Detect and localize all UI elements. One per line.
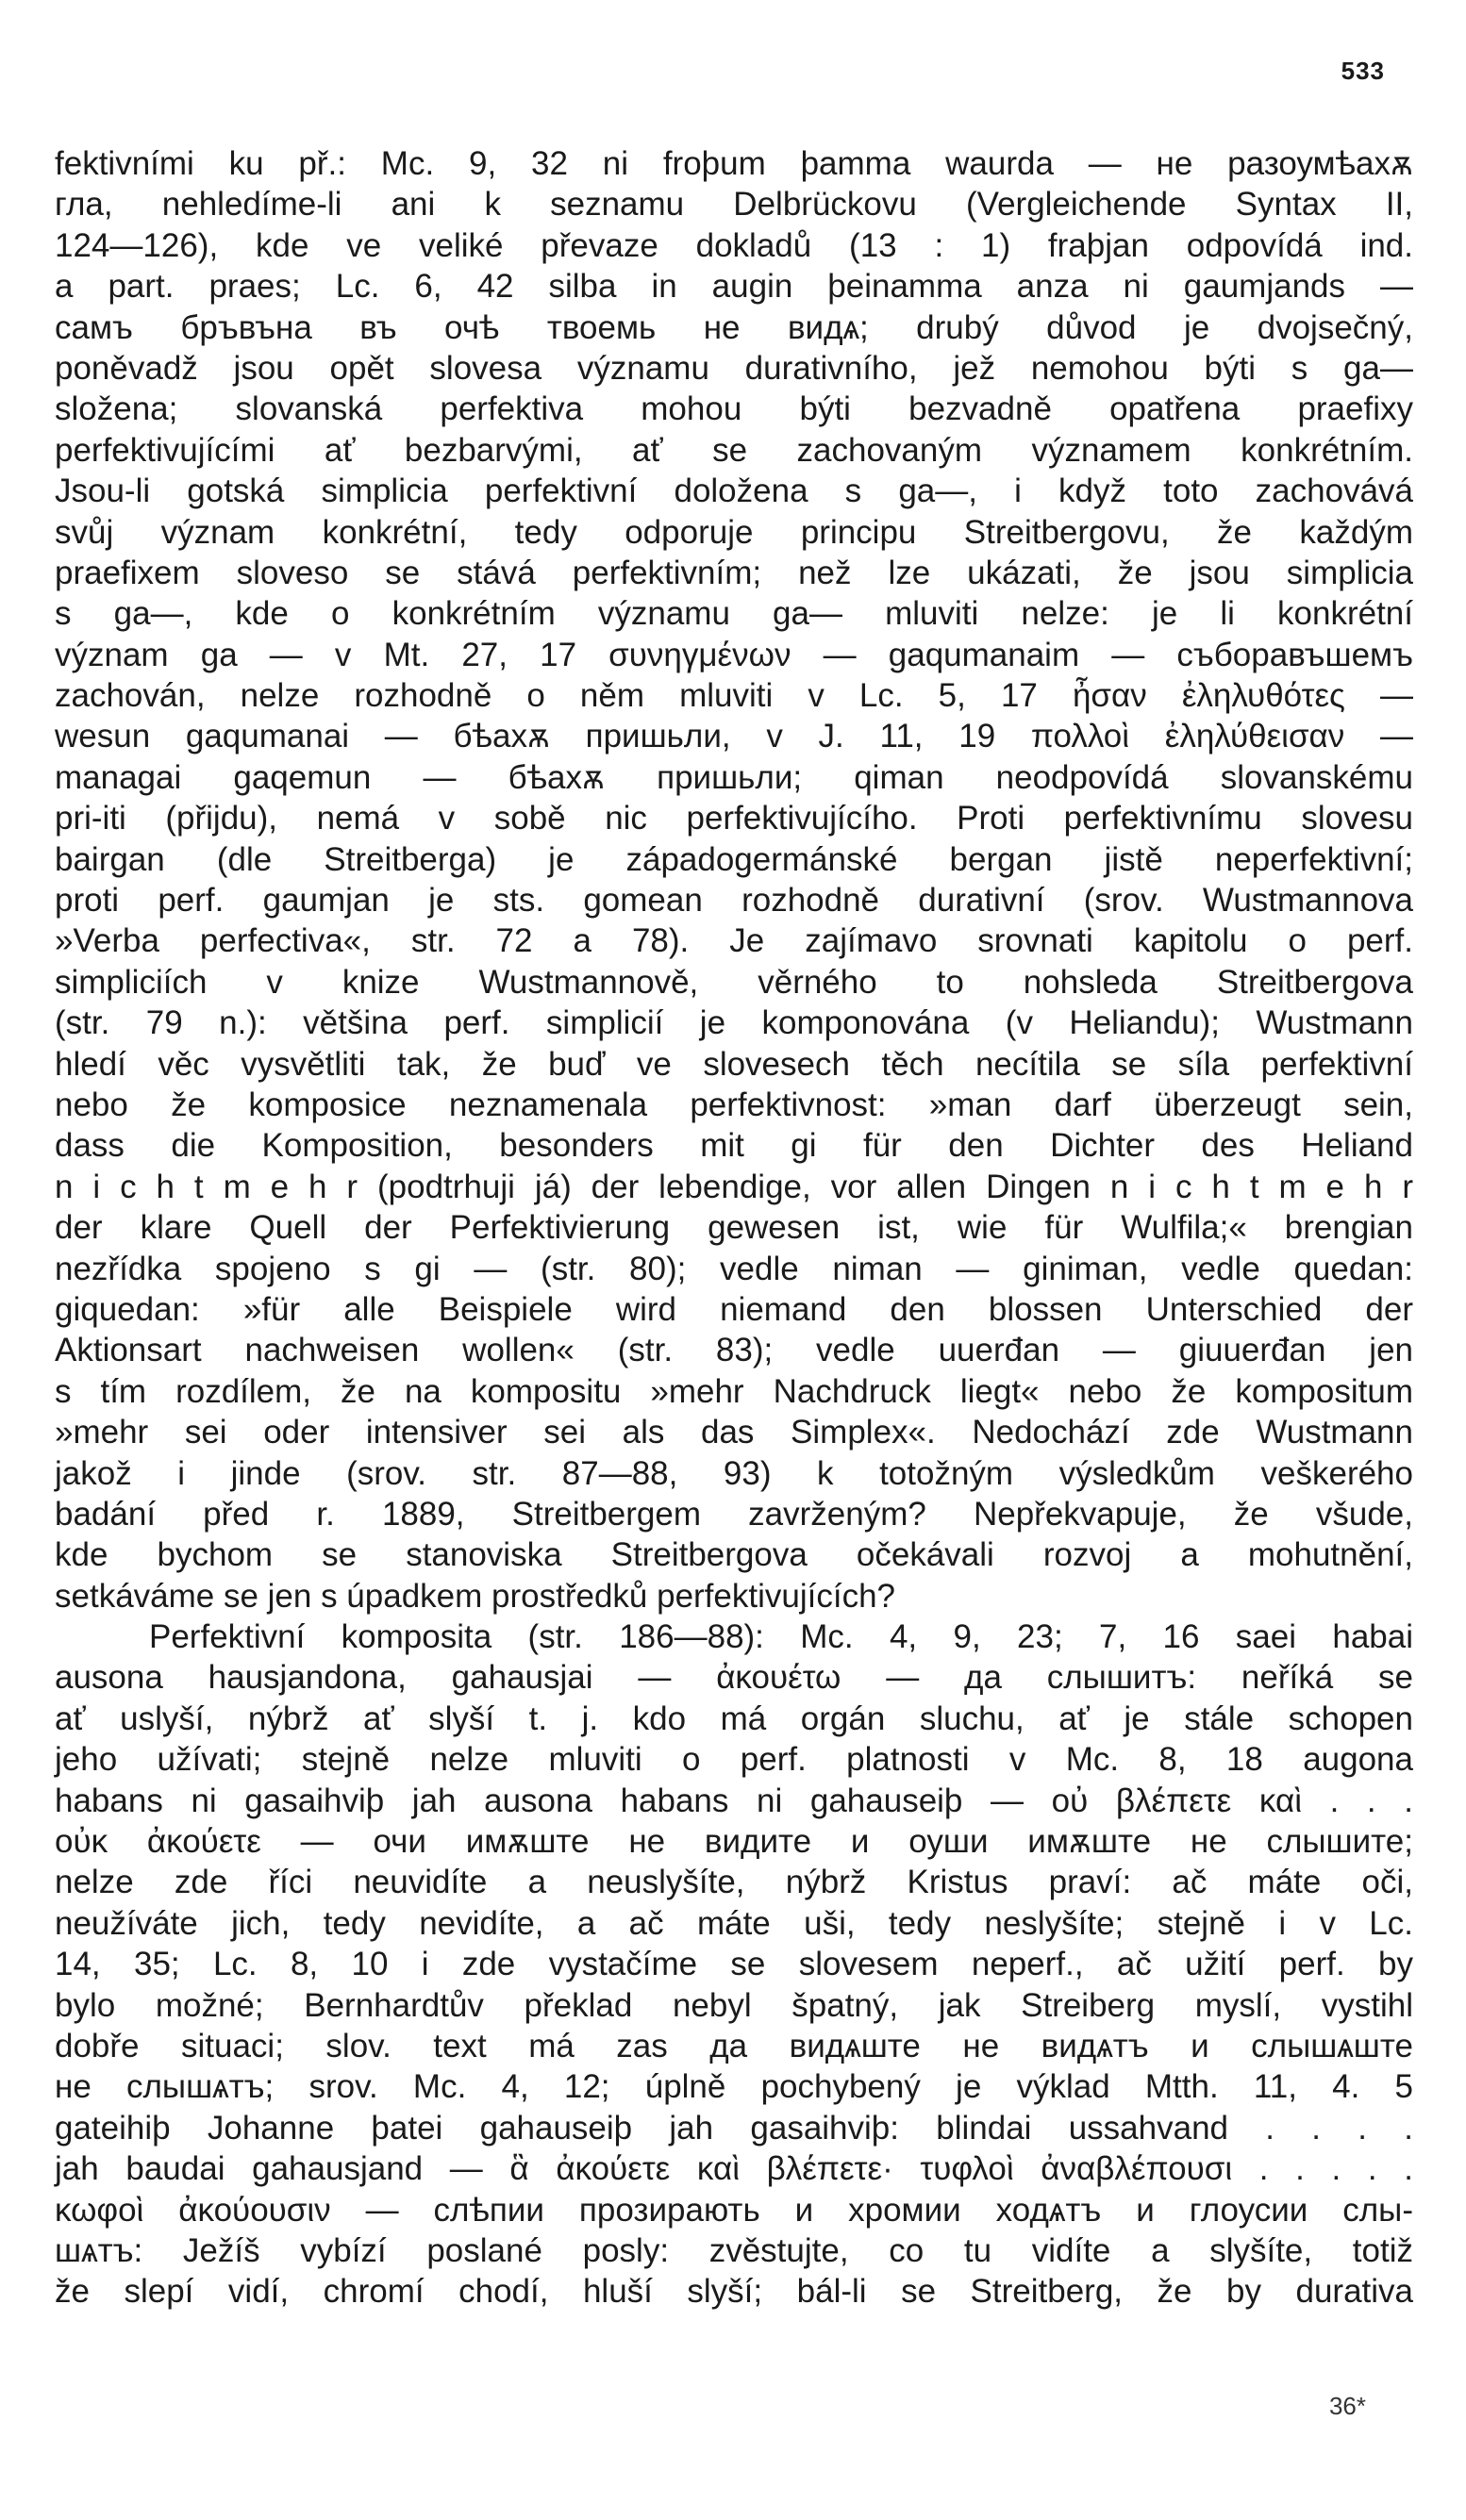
text-line: proti perf. gaumjan je sts. gomean rozhodně durativní (srov. Wustmannova: [55, 882, 1413, 920]
text-line: ausona hausjandona, gahausjai — ἀκουέτω — да слышитъ: neříká se: [55, 1659, 1413, 1697]
text-line: der klare Quell der Perfektivierung gewesen ist, wie für Wulfila;« brengian: [55, 1209, 1413, 1247]
text-line: složena; slovanská perfektiva mohou býti bezvadně opatřena praefixy: [55, 390, 1413, 428]
paragraph-1: [55, 143, 1413, 1616]
text-line: badání před r. 1889, Streitbergem zavrženým? Nepřekvapuje, že všude,: [55, 1495, 1413, 1533]
text-line: κωφοὶ ἀκούουσιν — слѣпии прозирають и хромии ходѧтъ и глоусии слы-: [55, 2191, 1413, 2229]
text-line: že slepí vidí, chromí chodí, hluší slyší; bál-li se Streitberg, že by durativa: [55, 2273, 1413, 2311]
text-line: bylo možné; Bernhardtův překlad nebyl špatný, jak Streiberg myslí, vystihl: [55, 1986, 1413, 2024]
body-text: [55, 143, 1413, 2313]
text-line: jeho užívati; stejně nelze mluviti o perf. platnosti v Mc. 8, 18 augona: [55, 1741, 1413, 1779]
text-line: fektivními ku př.: Mc. 9, 32 ni froþum þamma waurda — не разоумѣахѫ: [55, 145, 1413, 182]
text-line: giquedan: »für alle Beispiele wird niemand den blossen Unterschied der: [55, 1290, 1413, 1328]
text-line: »mehr sei oder intensiver sei als das Simplex«. Nedochází zde Wustmann: [55, 1414, 1413, 1451]
text-line: ať uslyší, nýbrž ať slyší t. j. kdo má orgán sluchu, ať je stále schopen: [55, 1699, 1413, 1737]
text-line: »Verba perfectiva«, str. 72 a 78). Je zajímavo srovnati kapitolu o perf.: [55, 922, 1413, 960]
text-line: kde bychom se stanoviska Streitbergova očekávali rozvoj a mohutnění,: [55, 1536, 1413, 1574]
text-line: habans ni gasaihviþ jah ausona habans ni gahauseiþ — οὐ βλέπετε καὶ . . .: [55, 1782, 1413, 1819]
text-line: n i c h t m e h r (podtrhuji já) der lebendige, vor allen Dingen n i c h t m e h r: [55, 1168, 1413, 1205]
text-line: Perfektivní komposita (str. 186—88): Mc. 4, 9, 23; 7, 16 saei habai: [149, 1618, 1413, 1656]
text-line: s tím rozdílem, že na kompositu »mehr Nachdruck liegt« nebo že kompositum: [55, 1372, 1413, 1410]
text-line: jakož i jinde (srov. str. 87—88, 93) k totožným výsledkům veškerého: [55, 1454, 1413, 1492]
paragraph-2: [55, 1616, 1413, 2313]
page-number: 533: [1341, 57, 1385, 85]
text-line: a part. praes; Lc. 6, 42 silba in augin þeinamma anza ni gaumjands —: [55, 268, 1413, 306]
text-line: zachován, nelze rozhodně o něm mluviti v Lc. 5, 17 ἦσαν ἐληλυθότες —: [55, 677, 1413, 715]
text-line: setkáváme se jen s úpadkem prostředků perfektivujících?: [55, 1577, 895, 1615]
text-line: dobře situaci; slov. text má zas да видѧште не видѧтъ и слышѧште: [55, 2027, 1413, 2064]
text-line: Jsou-li gotská simplicia perfektivní doložena s ga—, i když toto zachovává: [55, 472, 1413, 510]
text-line: bairgan (dle Streitberga) je západogermánské bergan jistě neperfektivní;: [55, 840, 1413, 878]
text-line: гла, nehledíme-li ani k seznamu Delbrückovu (Vergleichende Syntax II,: [55, 186, 1413, 224]
text-line: hledí věc vysvětliti tak, že buď ve slovesech těch necítila se síla perfektivní: [55, 1045, 1413, 1083]
text-line: 124—126), kde ve veliké převaze dokladů (13 : 1) fraþjan odpovídá ind.: [55, 226, 1413, 264]
text-line: jah baudai gahausjand — ἃ ἀκούετε καὶ βλέπετε· τυφλοὶ ἀναβλέπουσι . . . . .: [55, 2150, 1413, 2188]
text-line: nebo že komposice neznamenala perfektivnost: »man darf überzeugt sein,: [55, 1086, 1413, 1123]
text-line: dass die Komposition, besonders mit gi für den Dichter des Heliand: [55, 1127, 1413, 1165]
text-line: Aktionsart nachweisen wollen« (str. 83); vedle uuerđan — giuuerđan jen: [55, 1332, 1413, 1369]
text-line: praefixem sloveso se stává perfektivním; než lze ukázati, že jsou simplicia: [55, 554, 1413, 591]
text-line: wesun gaqumanai — бѣахѫ пришьли, v J. 11, 19 πολλοὶ ἐληλύθεισαν —: [55, 718, 1413, 755]
text-line: význam ga — v Mt. 27, 17 συνηγμένων — gaqumanaim — съборавъшемъ: [55, 636, 1413, 673]
text-line: шѧтъ: Ježíš vybízí poslané posly: zvěstujte, co tu vidíte a slyšíte, totiž: [55, 2231, 1413, 2269]
text-line: (str. 79 n.): většina perf. simplicií je komponována (v Heliandu); Wustmann: [55, 1004, 1413, 1042]
text-line: не слышѧтъ; srov. Mc. 4, 12; úplně pochybený je výklad Mtth. 11, 4. 5: [55, 2068, 1413, 2106]
text-line: pri-iti (přijdu), nemá v sobě nic perfektivujícího. Proti perfektivnímu slovesu: [55, 800, 1413, 837]
text-line: οὐκ ἀκούετε — очи имѫште не видите и оуши имѫште не слышите;: [55, 1823, 1413, 1861]
text-line: svůj význam konkrétní, tedy odporuje principu Streitbergovu, že každým: [55, 513, 1413, 551]
text-line: neužíváte jich, tedy nevidíte, a ač máte uši, tedy neslyšíte; stejně i v Lc.: [55, 1904, 1413, 1942]
text-line: poněvadž jsou opět slovesa významu durativního, jež nemohou býti s ga—: [55, 349, 1413, 387]
text-line: managai gaqemun — бѣахѫ пришьли; qiman neodpovídá slovanskému: [55, 758, 1413, 796]
text-line: самъ бръвъна въ очѣ твоемь не видѧ; drubý důvod je dvojsečný,: [55, 308, 1413, 346]
text-line: 14, 35; Lc. 8, 10 i zde vystačíme se slovesem neperf., ač užití perf. by: [55, 1946, 1413, 1983]
signature-mark: 36*: [1328, 2392, 1366, 2420]
text-line: nezřídka spojeno s gi — (str. 80); vedle niman — giniman, vedle quedan:: [55, 1250, 1413, 1287]
text-line: s ga—, kde o konkrétním významu ga— mluviti nelze: je li konkrétní: [55, 595, 1413, 633]
text-line: gateihiþ Johanne þatei gahauseiþ jah gasaihviþ: blindai ussahvand . . . .: [55, 2109, 1413, 2147]
text-line: perfektivujícími ať bezbarvými, ať se zachovaným významem konkrétním.: [55, 431, 1413, 469]
text-line: nelze zde říci neuvidíte a neuslyšíte, nýbrž Kristus praví: ač máte oči,: [55, 1864, 1413, 1901]
text-line: simpliciích v knize Wustmannově, věrného to nohsleda Streitbergova: [55, 963, 1413, 1001]
